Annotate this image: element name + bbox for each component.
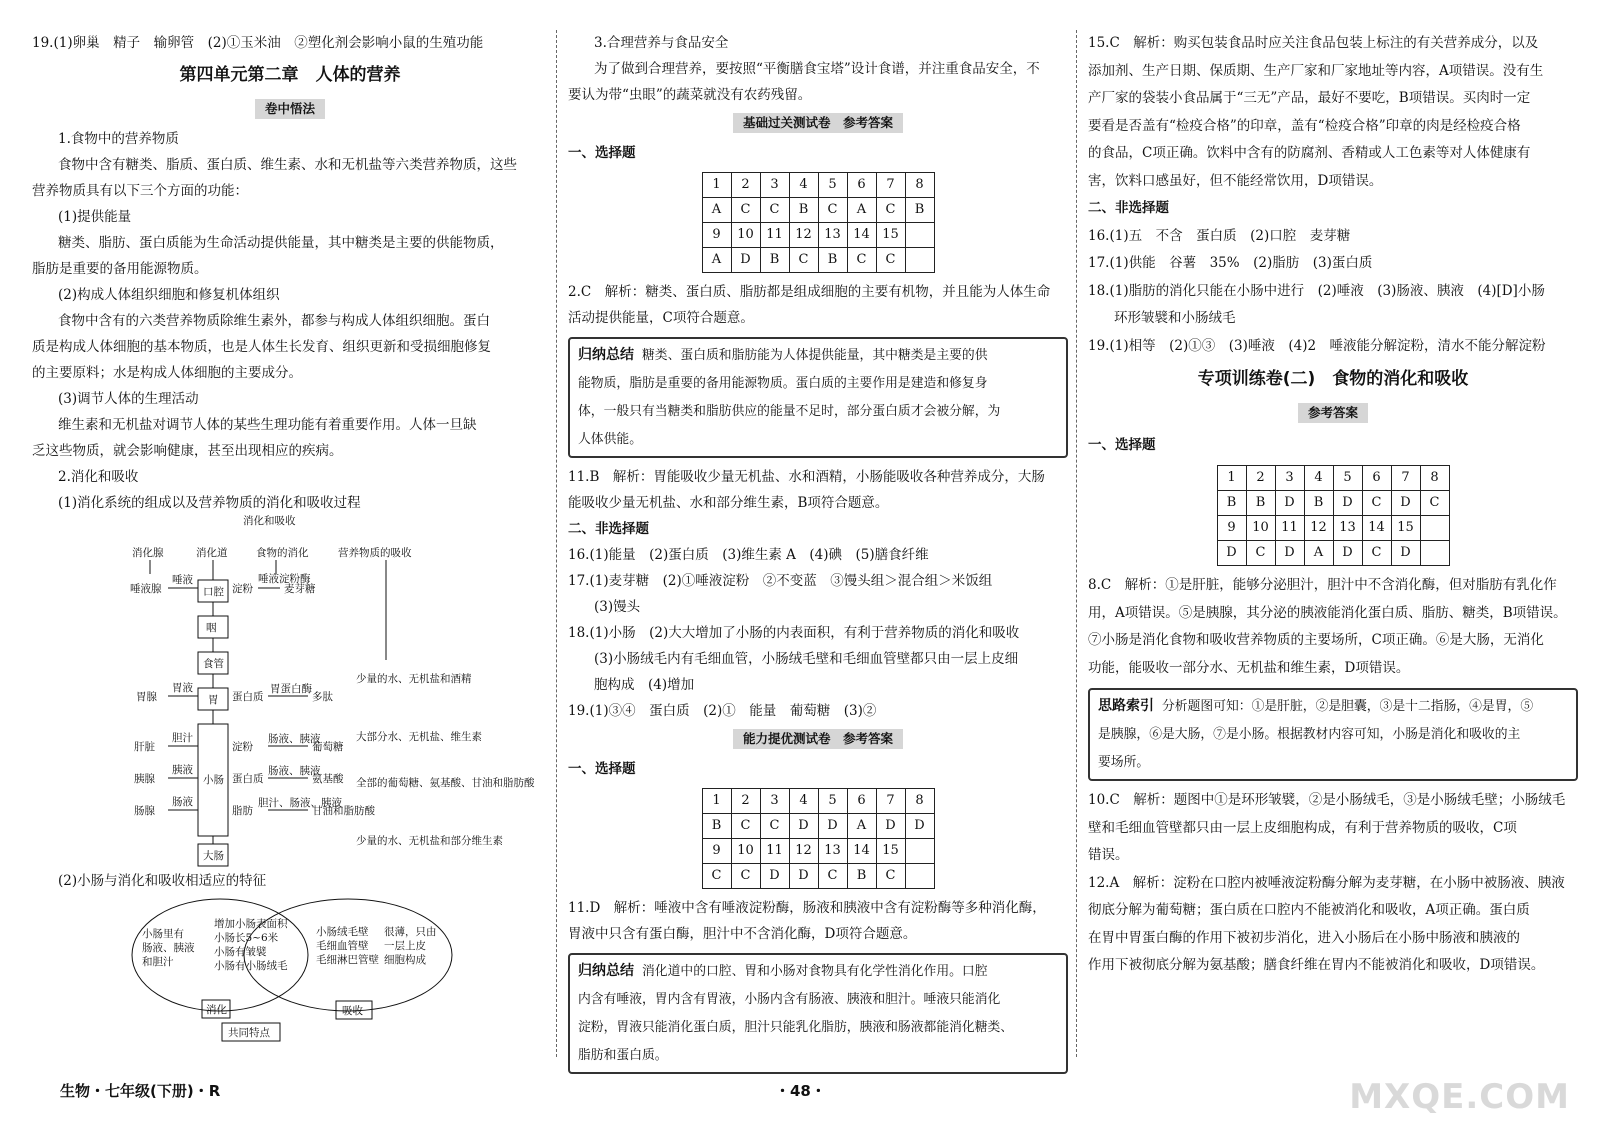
answer-cell: 12 — [789, 223, 818, 248]
chapter-title: 第四单元第二章 人体的营养 — [179, 65, 401, 85]
answer-cell: C — [702, 864, 731, 889]
digest-label: 麦芽糖 — [284, 583, 316, 595]
venn-diagram — [128, 895, 458, 1045]
answer-cell: 6 — [847, 173, 876, 198]
page-number: ・48・ — [775, 1082, 826, 1100]
answer-q18: 胞构成 (4)增加 — [594, 677, 695, 693]
answer-cell: 14 — [1362, 516, 1391, 541]
answer-q19: 19.(1)③④ 蛋白质 (2)① 能量 葡萄糖 (3)② — [568, 703, 877, 719]
answer-cell: B — [1246, 491, 1275, 516]
answer-cell: 2 — [731, 789, 760, 814]
digestion-diagram — [128, 510, 548, 870]
answer-cell: B — [789, 198, 818, 223]
text-line: 营养物质具有以下三个方面的功能： — [32, 183, 248, 199]
answer-cell: 8 — [1420, 466, 1449, 491]
answer-cell: C — [731, 198, 760, 223]
venn-text: 小肠长5~6米 — [214, 932, 279, 944]
answer-cell: 10 — [1246, 516, 1275, 541]
organ-label: 大肠 — [203, 850, 224, 862]
answer-q15: 15.C 解析：购买包装食品时应关注食品包装上标注的有关营养成分，以及 — [1088, 35, 1539, 51]
answer-cell: 15 — [876, 839, 905, 864]
section-tag: 参考答案 — [1298, 403, 1368, 423]
text-line: (2)构成人体组织细胞和修复机体组织 — [58, 287, 280, 303]
answer-cell: 5 — [1333, 466, 1362, 491]
answer-q18: 18.(1)脂肪的消化只能在小肠中进行 (2)唾液 (3)肠液、胰液 (4)[D]小肠 — [1088, 282, 1545, 299]
answer-cell: 14 — [847, 223, 876, 248]
organ-label: 胃 — [208, 694, 219, 706]
answer-cell — [905, 248, 934, 273]
answer-cell: D — [1391, 541, 1420, 566]
answer-cell: B — [847, 864, 876, 889]
answer-q15: 要看是否盖有“检疫合格”的印章，盖有“检疫合格”印章的肉是经检疫合格 — [1088, 117, 1521, 134]
absorb-label: 全部的葡萄糖、氨基酸、甘油和脂肪酸 — [356, 777, 535, 789]
answer-q12: 彻底分解为葡萄糖；蛋白质在口腔内不能被消化和吸收，A项正确。蛋白质 — [1088, 902, 1530, 918]
answer-cell: D — [1391, 491, 1420, 516]
book-footer: 生物・七年级(下册)・R — [60, 1082, 221, 1100]
answer-cell: 7 — [876, 789, 905, 814]
organ-label: 咽 — [206, 622, 217, 634]
juice-label: 胃液 — [172, 682, 193, 694]
venn-text: 很薄，只由 — [384, 926, 437, 938]
venn-text: 毛细血管壁 — [316, 940, 369, 952]
gland-label: 胰腺 — [134, 773, 155, 785]
answer-cell: 1 — [702, 789, 731, 814]
digest-label: 蛋白质 — [232, 691, 264, 703]
answer-q10: 错误。 — [1088, 847, 1129, 863]
answer-q8: 用，A项错误。⑤是胰腺，其分泌的胰液能消化蛋白质、脂肪、糖类，B项错误。 — [1088, 604, 1567, 621]
answer-cell: C — [1246, 541, 1275, 566]
juice-label: 胆汁 — [172, 732, 193, 744]
text-line: 为了做到合理营养，要按照“平衡膳食宝塔”设计食谱，并注重食品安全，不 — [594, 61, 1040, 77]
answer-q12: 作用下被彻底分解为氨基酸；膳食纤维在胃内不能被消化和吸收，D项错误。 — [1088, 957, 1545, 973]
section-tag: 卷中悟法 — [255, 99, 325, 119]
digest-label: 淀粉 — [232, 583, 253, 595]
answer-q12: 在胃中胃蛋白酶的作用下被初步消化，进入小肠后在小肠中肠液和胰液的 — [1088, 929, 1520, 946]
text-line: 脂肪是重要的备用能源物质。 — [32, 261, 208, 277]
answer-cell: C — [1420, 491, 1449, 516]
absorb-label: 少量的水、无机盐和部分维生素 — [356, 835, 503, 847]
answer-cell: C — [876, 864, 905, 889]
section-heading: 二、非选择题 — [1088, 200, 1169, 216]
answer-q10: 10.C 解析：题图中①是环形皱襞，②是小肠绒毛，③是小肠绒毛壁；小肠绒毛 — [1088, 792, 1566, 808]
answer-cell: 4 — [789, 173, 818, 198]
answer-table-1 — [702, 172, 935, 273]
digest-label: 胆汁、肠液、胰液 — [258, 797, 342, 809]
answer-cell: 12 — [1304, 516, 1333, 541]
answer-cell: 13 — [818, 223, 847, 248]
answer-cell: D — [876, 814, 905, 839]
digest-label: 胃蛋白酶 — [270, 683, 312, 695]
text-line: 的主要原料；水是构成人体细胞的主要成分。 — [32, 365, 302, 381]
answer-cell: 13 — [818, 839, 847, 864]
answer-cell: 13 — [1333, 516, 1362, 541]
digest-label: 蛋白质 — [232, 773, 264, 785]
answer-cell: 15 — [876, 223, 905, 248]
answer-cell: C — [731, 814, 760, 839]
answer-cell: A — [847, 814, 876, 839]
gland-label: 胃腺 — [136, 691, 157, 703]
answer-q10: 壁和毛细血管壁都只由一层上皮细胞构成，有利于营养物质的吸收，C项 — [1088, 819, 1517, 836]
answer-cell: B — [905, 198, 934, 223]
answer-q15: 添加剂、生产日期、保质期、生产厂家和厂家地址等内容，A项错误。没有生 — [1088, 62, 1544, 79]
answer-cell: 6 — [847, 789, 876, 814]
answer-cell: C — [760, 198, 789, 223]
answer-q19: 19.(1)卵巢 精子 输卵管 (2)①玉米油 ②塑化剂会影响小鼠的生殖功能 — [32, 35, 484, 51]
answer-cell: 12 — [789, 839, 818, 864]
answer-cell: D — [1333, 541, 1362, 566]
section-heading: 一、选择题 — [568, 145, 636, 161]
organ-label: 口腔 — [203, 586, 224, 598]
answer-cell: 2 — [1246, 466, 1275, 491]
answer-q15: 害，饮料口感虽好，但不能经常饮用，D项错误。 — [1088, 172, 1383, 189]
answer-cell: D — [1275, 541, 1304, 566]
text-line: 质是构成人体细胞的基本物质，也是人体生长发育、组织更新和受损细胞修复 — [32, 339, 491, 355]
text-line: 食物中含有的六类营养物质除维生素外，都参与构成人体组织细胞。蛋白 — [58, 313, 490, 329]
answer-q17: 17.(1)麦芽糖 (2)①唾液淀粉 ②不变蓝 ③馒头组＞混合组＞米饭组 — [568, 573, 993, 589]
answer-cell: 15 — [1391, 516, 1420, 541]
answer-q2: 2.C 解析：糖类、蛋白质、脂肪都是组成细胞的主要有机物，并且能为人体生命 — [568, 284, 1051, 300]
answer-cell: D — [760, 864, 789, 889]
summary-box-2: 归纳总结 消化道中的口腔、胃和小肠对食物具有化学性消化作用。口腔 内含有唾液，胃内含有胃液，小肠内含有肠液、胰液和胆汁。唾液只能消化 淀粉，胃液只能消化蛋白质，胆汁只能乳化脂肪，胰液和肠液都能消化糖类、 脂肪和蛋白质。 — [568, 953, 1068, 1074]
answer-cell: 8 — [905, 789, 934, 814]
answer-cell: 8 — [905, 173, 934, 198]
summary-box-title: 归纳总结 — [578, 963, 634, 979]
answer-q12: 12.A 解析：淀粉在口腔内被唾液淀粉酶分解为麦芽糖，在小肠中被肠液、胰液 — [1088, 874, 1565, 891]
answer-cell — [905, 864, 934, 889]
answer-q2: 活动提供能量，C项符合题意。 — [568, 310, 754, 326]
answer-cell: 10 — [731, 839, 760, 864]
watermark: MXQE.COM — [1349, 1077, 1570, 1117]
answer-cell: A — [1304, 541, 1333, 566]
subheading: (2)小肠与消化和吸收相适应的特征 — [58, 873, 267, 889]
answer-cell: 11 — [760, 223, 789, 248]
hint-box: 思路索引 分析题图可知：①是肝脏，②是胆囊，③是十二指肠，④是胃，⑤ 是胰腺，⑥是大肠，⑦是小肠。根据教材内容可知，小肠是消化和吸收的主 要场所。 — [1088, 688, 1578, 781]
text-line: 糖类、脂肪、蛋白质能为生命活动提供能量，其中糖类是主要的供能物质， — [58, 235, 504, 251]
answer-q11: 胃液中只含有蛋白酶，胆汁中不含消化酶，D项符合题意。 — [568, 926, 917, 942]
digest-label: 甘油和脂肪酸 — [312, 805, 375, 817]
answer-cell: 9 — [1217, 516, 1246, 541]
answer-cell: C — [818, 864, 847, 889]
venn-label: 吸收 — [342, 1005, 363, 1017]
gland-label: 唾液腺 — [130, 583, 162, 595]
answer-cell: C — [818, 198, 847, 223]
diagram-header: 营养物质的吸收 — [338, 547, 412, 559]
answer-cell: C — [876, 198, 905, 223]
venn-text: 小肠绒毛壁 — [316, 926, 369, 938]
answer-cell: 9 — [702, 223, 731, 248]
answer-cell: D — [818, 814, 847, 839]
summary-box-title: 归纳总结 — [578, 347, 634, 363]
text-line: 维生素和无机盐对调节人体的某些生理功能有着重要作用。人体一旦缺 — [58, 417, 477, 433]
answer-cell: B — [1304, 491, 1333, 516]
section-heading: 一、选择题 — [1088, 436, 1156, 453]
answer-table-3 — [1217, 465, 1450, 566]
diagram-header: 食物的消化 — [256, 547, 309, 559]
diagram-header: 消化道 — [196, 547, 228, 559]
column-1-sub — [58, 868, 538, 894]
juice-label: 肠液 — [172, 796, 193, 808]
answer-cell — [1420, 516, 1449, 541]
answer-q8: 8.C 解析：①是肝脏，能够分泌胆汁，胆汁中不含消化酶，但对脂肪有乳化作 — [1088, 577, 1557, 593]
digest-label: 淀粉 — [232, 741, 253, 753]
section-tag: 基础过关测试卷 参考答案 — [733, 113, 903, 133]
answer-cell: 4 — [1304, 466, 1333, 491]
answer-cell — [905, 223, 934, 248]
venn-label: 共同特点 — [228, 1027, 270, 1039]
answer-cell: D — [1333, 491, 1362, 516]
section-heading: 一、选择题 — [568, 761, 636, 777]
answer-q15: 产厂家的袋装小食品属于“三无”产品，最好不要吃，B项错误。买肉时一定 — [1088, 90, 1531, 106]
answer-cell: D — [789, 814, 818, 839]
answer-cell: A — [702, 198, 731, 223]
answer-q11: 能吸收少量无机盐、水和部分维生素，B项符合题意。 — [568, 495, 889, 511]
special-title: 专项训练卷(二) 食物的消化和吸收 — [1197, 369, 1469, 389]
digest-label: 氨基酸 — [312, 773, 344, 785]
venn-text: 小肠有小肠绒毛 — [214, 960, 288, 972]
answer-cell: 4 — [789, 789, 818, 814]
column-divider-1 — [556, 30, 557, 1057]
answer-cell: C — [1362, 541, 1391, 566]
text-line: (1)消化系统的组成以及营养物质的消化和吸收过程 — [58, 495, 361, 511]
answer-cell: C — [1362, 491, 1391, 516]
answer-cell: A — [847, 198, 876, 223]
column-1 — [32, 30, 548, 516]
answer-cell — [905, 839, 934, 864]
digest-label: 唾液淀粉酶 — [258, 573, 311, 585]
answer-cell: B — [760, 248, 789, 273]
answer-cell: 14 — [847, 839, 876, 864]
summary-box-1: 归纳总结 糖类、蛋白质和脂肪能为人体提供能量，其中糖类是主要的供 能物质，脂肪是重要的备用能源物质。蛋白质的主要作用是建造和修复身 体，一般只有当糖类和脂肪供应的能量不足时，部分蛋白质才会被分解，为 人体供能。 — [568, 337, 1068, 458]
venn-text: 毛细淋巴管壁 — [316, 954, 379, 966]
venn-text: 增加小肠表面积 — [214, 918, 288, 930]
answer-cell — [1420, 541, 1449, 566]
answer-q11: 11.D 解析：唾液中含有唾液淀粉酶，肠液和胰液中含有淀粉酶等多种消化酶， — [568, 900, 1046, 916]
answer-cell: C — [789, 248, 818, 273]
answer-cell: C — [847, 248, 876, 273]
answer-cell: B — [818, 248, 847, 273]
text-line: 3.合理营养与食品安全 — [594, 35, 729, 51]
venn-label: 消化 — [206, 1004, 227, 1016]
text-line: 2.消化和吸收 — [58, 469, 139, 485]
answer-q19: 19.(1)相等 (2)①③ (3)唾液 (4)2 唾液能分解淀粉，清水不能分解淀粉 — [1088, 337, 1546, 354]
column-3 — [1088, 30, 1578, 980]
answer-cell: D — [789, 864, 818, 889]
answer-table-2 — [702, 788, 935, 889]
answer-q18: 环形皱襞和小肠绒毛 — [1114, 310, 1236, 326]
text-line: (3)调节人体的生理活动 — [58, 391, 199, 407]
juice-label: 唾液 — [172, 574, 193, 586]
answer-cell: C — [760, 814, 789, 839]
organ-label: 小肠 — [203, 774, 224, 786]
text-line: 要认为带“虫眼”的蔬菜就没有农药残留。 — [568, 87, 812, 103]
digest-label: 肠液、胰液 — [268, 733, 321, 745]
hint-box-title: 思路索引 — [1098, 698, 1154, 714]
answer-cell: 7 — [1391, 466, 1420, 491]
venn-text: 肠液、胰液 — [142, 942, 195, 954]
answer-cell: 3 — [1275, 466, 1304, 491]
digest-label: 肠液、胰液 — [268, 765, 321, 777]
gland-label: 肠腺 — [134, 805, 155, 817]
answer-cell: 2 — [731, 173, 760, 198]
answer-cell: D — [905, 814, 934, 839]
absorb-label: 少量的水、无机盐和酒精 — [356, 673, 472, 685]
venn-text: 和胆汁 — [142, 956, 174, 968]
answer-q8: ⑦小肠是消化食物和吸收营养物质的主要场所，C项正确。⑥是大肠，无消化 — [1088, 632, 1544, 648]
digest-label: 多肽 — [312, 691, 333, 703]
answer-cell: 3 — [760, 789, 789, 814]
answer-cell: D — [731, 248, 760, 273]
section-tag: 能力提优测试卷 参考答案 — [733, 729, 903, 749]
text-line: 1.食物中的营养物质 — [58, 131, 179, 147]
organ-label: 食管 — [203, 658, 224, 670]
text-line: 食物中含有糖类、脂质、蛋白质、维生素、水和无机盐等六类营养物质，这些 — [58, 157, 517, 173]
diagram-title: 消化和吸收 — [243, 515, 296, 527]
answer-q15: 的食品，C项正确。饮料中含有的防腐剂、香精或人工色素等对人体健康有 — [1088, 145, 1531, 161]
answer-cell: 3 — [760, 173, 789, 198]
venn-text: 一层上皮 — [384, 940, 426, 952]
answer-q17: (3)馒头 — [594, 599, 641, 615]
answer-cell: 1 — [1217, 466, 1246, 491]
juice-label: 胰液 — [172, 764, 193, 776]
answer-cell: 10 — [731, 223, 760, 248]
digest-label: 葡萄糖 — [312, 741, 344, 753]
answer-q17: 17.(1)供能 谷薯 35% (2)脂肪 (3)蛋白质 — [1088, 255, 1373, 271]
answer-cell: 11 — [760, 839, 789, 864]
answer-cell: 6 — [1362, 466, 1391, 491]
gland-label: 肝脏 — [134, 741, 155, 753]
answer-cell: 7 — [876, 173, 905, 198]
answer-q16: 16.(1)五 不含 蛋白质 (2)口腔 麦芽糖 — [1088, 227, 1351, 244]
answer-q18: 18.(1)小肠 (2)大大增加了小肠的内表面积，有利于营养物质的消化和吸收 — [568, 625, 1020, 641]
venn-text: 小肠有皱襞 — [214, 946, 267, 958]
answer-cell: C — [876, 248, 905, 273]
column-divider-2 — [1076, 30, 1077, 1057]
answer-cell: 5 — [818, 173, 847, 198]
venn-text: 细胞构成 — [384, 954, 426, 966]
answer-cell: C — [731, 864, 760, 889]
answer-q11: 11.B 解析：胃能吸收少量无机盐、水和酒精，小肠能吸收各种营养成分，大肠 — [568, 469, 1045, 485]
answer-cell: D — [1217, 541, 1246, 566]
answer-cell: A — [702, 248, 731, 273]
answer-cell: 9 — [702, 839, 731, 864]
absorb-label: 大部分水、无机盐、维生素 — [356, 731, 482, 743]
diagram-header: 消化腺 — [132, 547, 164, 559]
answer-cell: B — [702, 814, 731, 839]
digest-label: 脂肪 — [232, 805, 253, 817]
answer-q18: (3)小肠绒毛内有毛细血管，小肠绒毛壁和毛细血管壁都只由一层上皮细 — [594, 651, 1019, 667]
answer-cell: 5 — [818, 789, 847, 814]
section-heading: 二、非选择题 — [568, 521, 649, 537]
text-line: (1)提供能量 — [58, 209, 132, 225]
venn-text: 小肠里有 — [142, 928, 184, 940]
answer-cell: 11 — [1275, 516, 1304, 541]
text-line: 乏这些物质，就会影响健康，甚至出现相应的疾病。 — [32, 443, 343, 459]
answer-cell: B — [1217, 491, 1246, 516]
answer-q16: 16.(1)能量 (2)蛋白质 (3)维生素 A (4)碘 (5)膳食纤维 — [568, 547, 929, 563]
answer-cell: 1 — [702, 173, 731, 198]
column-2 — [568, 30, 1068, 1080]
answer-cell: D — [1275, 491, 1304, 516]
answer-q8: 功能，能吸收一部分水、无机盐和维生素，D项错误。 — [1088, 659, 1410, 676]
